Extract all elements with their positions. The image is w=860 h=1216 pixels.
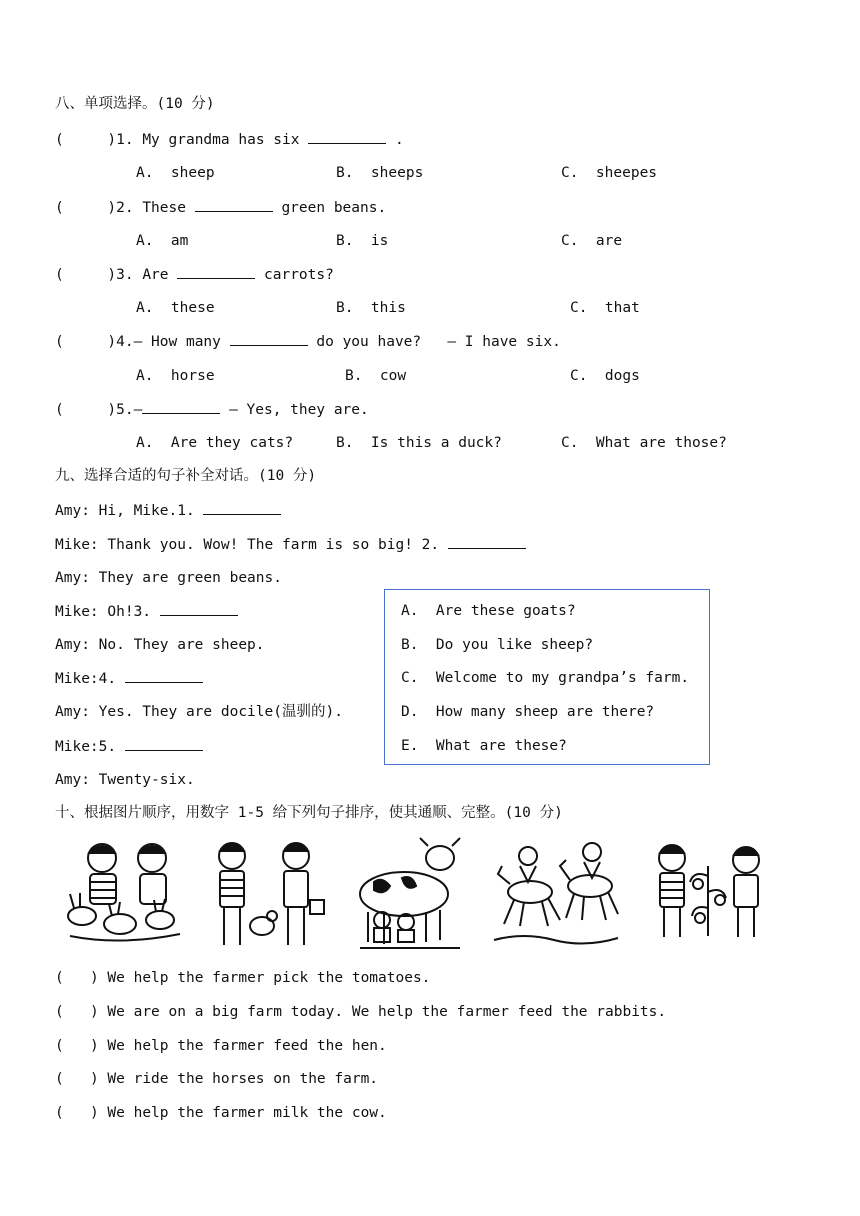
dialog-blank[interactable] — [448, 534, 526, 549]
q5-option-c: C. What are those? — [561, 435, 727, 451]
answer-blank[interactable] — [308, 129, 386, 144]
q2-option-c: C. are — [561, 233, 623, 249]
question-5: ( )5.— — Yes, they are. — [55, 399, 369, 420]
q1-option-b: B. sheeps — [336, 165, 424, 181]
question-1: ( )1. My grandma has six . — [55, 129, 404, 150]
choice-c: C. Welcome to my grandpa’s farm. — [401, 670, 690, 686]
question-4: ( )4.— How many do you have? — I have six. — [55, 331, 561, 352]
dialog-blank[interactable] — [125, 668, 203, 683]
q3-option-a: A. these — [136, 300, 215, 316]
dialog-line: Amy: Yes. They are docile(温驯的). — [55, 704, 343, 720]
order-item: ( ) We ride the horses on the farm. — [55, 1071, 379, 1087]
dialog-blank[interactable] — [160, 601, 238, 616]
question-3: ( )3. Are carrots? — [55, 264, 334, 285]
choices-box — [384, 589, 710, 765]
dialog-blank[interactable] — [125, 736, 203, 751]
dialog-line: Amy: No. They are sheep. — [55, 637, 265, 653]
dialog-line: Amy: They are green beans. — [55, 570, 282, 586]
choice-b: B. Do you like sheep? — [401, 637, 594, 653]
rabbits-illustration — [60, 836, 185, 954]
dialog-line: Amy: Hi, Mike.1. — [55, 500, 281, 521]
q5-option-b: B. Is this a duck? — [336, 435, 502, 451]
dialog-blank[interactable] — [203, 500, 281, 515]
answer-blank[interactable] — [177, 264, 255, 279]
order-item: ( ) We help the farmer feed the hen. — [55, 1038, 387, 1054]
dialog-line: Amy: Twenty-six. — [55, 772, 195, 788]
cow-illustration — [356, 836, 466, 954]
order-item: ( ) We help the farmer milk the cow. — [55, 1105, 387, 1121]
section-8-title: 八、单项选择。(10 分) — [55, 96, 215, 112]
q1-option-c: C. sheepes — [561, 165, 658, 181]
question-2: ( )2. These green beans. — [55, 197, 386, 218]
q2-option-a: A. am — [136, 233, 189, 249]
dialog-line: Mike:4. — [55, 668, 203, 689]
dialog-line: Mike: Thank you. Wow! The farm is so big! 2. — [55, 534, 526, 555]
q5-option-a: A. Are they cats? — [136, 435, 294, 451]
answer-blank[interactable] — [195, 197, 273, 212]
dialog-line: Mike:5. — [55, 736, 203, 757]
choice-d: D. How many sheep are there? — [401, 704, 655, 720]
choice-a: A. Are these goats? — [401, 603, 576, 619]
choice-e: E. What are these? — [401, 738, 567, 754]
dialog-line: Mike: Oh!3. — [55, 601, 238, 622]
section-9-title: 九、选择合适的句子补全对话。(10 分) — [55, 468, 317, 484]
q4-option-c: C. dogs — [570, 368, 640, 384]
q3-option-b: B. this — [336, 300, 406, 316]
order-item: ( ) We are on a big farm today. We help the farmer feed the rabbits. — [55, 1004, 667, 1020]
section-10-title: 十、根据图片顺序，用数字 1-5 给下列句子排序，使其通顺、完整。(10 分) — [55, 805, 563, 821]
picture-strip — [60, 836, 780, 954]
q1-option-a: A. sheep — [136, 165, 215, 181]
answer-blank[interactable] — [142, 399, 220, 414]
answer-blank[interactable] — [230, 331, 308, 346]
q4-option-a: A. horse — [136, 368, 215, 384]
q3-option-c: C. that — [570, 300, 640, 316]
q2-option-b: B. is — [336, 233, 389, 249]
tomatoes-illustration — [650, 836, 775, 954]
horses-illustration — [490, 836, 625, 954]
hen-illustration — [210, 836, 335, 954]
order-item: ( ) We help the farmer pick the tomatoes. — [55, 970, 431, 986]
q4-option-b: B. cow — [345, 368, 407, 384]
